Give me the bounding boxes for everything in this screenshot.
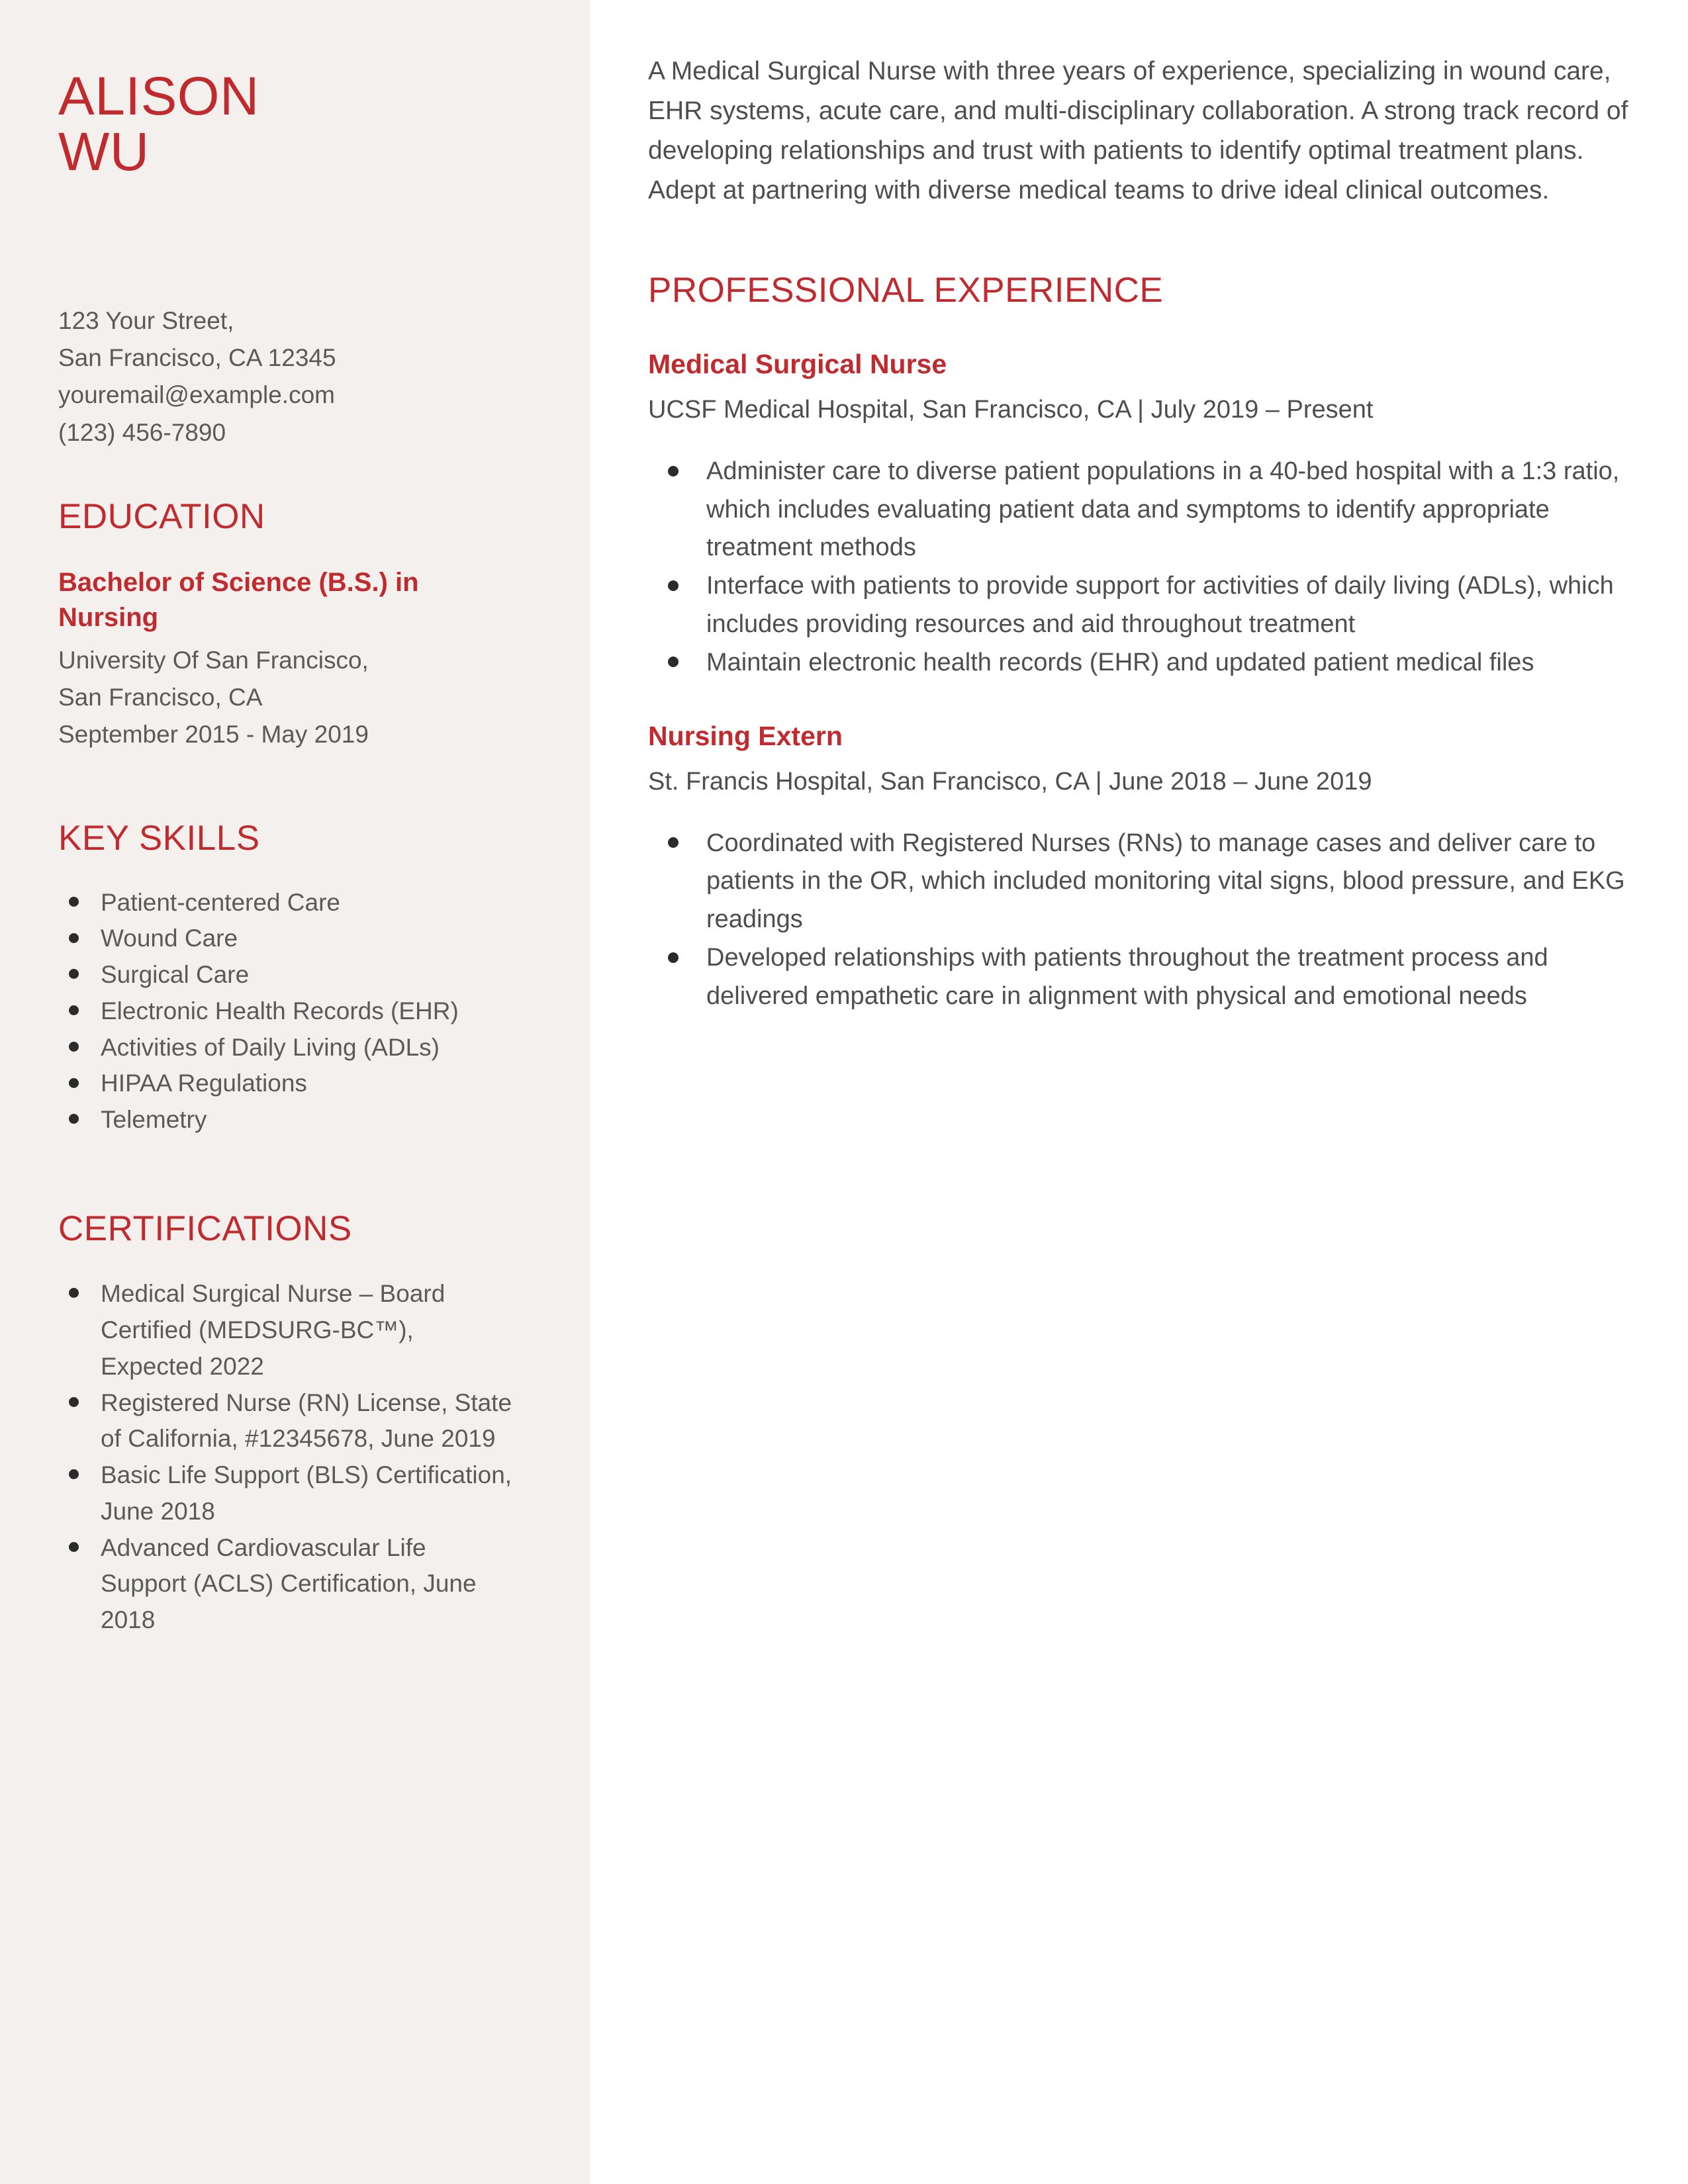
bullet-dot-icon bbox=[69, 1469, 79, 1479]
job-bullet-item bbox=[648, 644, 1631, 682]
job-bullet-list bbox=[648, 453, 1631, 682]
job-bullet-item bbox=[648, 453, 1631, 567]
bullet-dot-icon bbox=[69, 969, 79, 979]
certification-item bbox=[58, 1457, 517, 1530]
key-skill-item-text: Patient-centered Care bbox=[101, 888, 340, 916]
education-dates: September 2015 - May 2019 bbox=[58, 721, 369, 749]
candidate-last-name: WU bbox=[58, 122, 150, 183]
key-skill-item bbox=[58, 1030, 517, 1066]
education-details bbox=[58, 642, 517, 754]
job-bullet-text: Coordinated with Registered Nurses (RNs) to manage cases and deliver care to patients in the OR, which included monitoring vital signs, blood pressure, and EKG readings bbox=[706, 829, 1625, 934]
contact-city-state-zip: San Francisco, CA 12345 bbox=[58, 344, 336, 372]
key-skills-heading: KEY SKILLS bbox=[58, 819, 260, 858]
bullet-dot-icon bbox=[69, 1288, 79, 1298]
experience-list bbox=[648, 348, 1631, 1015]
job-meta: St. Francis Hospital, San Francisco, CA | June 2018 – June 2019 bbox=[648, 767, 1372, 796]
experience-entry bbox=[648, 348, 1631, 682]
job-bullet-item bbox=[648, 939, 1631, 1016]
job-bullet-text: Administer care to diverse patient populations in a 40-bed hospital with a 1:3 ratio, which includes evaluating patient data and symptoms to identify appropriate treatment methods bbox=[706, 457, 1620, 562]
key-skill-item bbox=[58, 1102, 517, 1138]
bullet-dot-icon bbox=[69, 897, 79, 907]
education-heading: EDUCATION bbox=[58, 496, 265, 536]
job-bullet-list bbox=[648, 825, 1631, 1016]
candidate-first-name: ALISON bbox=[58, 66, 259, 126]
candidate-name bbox=[58, 64, 517, 181]
contact-email[interactable]: youremail@example.com bbox=[58, 381, 335, 409]
main-content bbox=[590, 0, 1688, 2184]
bullet-dot-icon bbox=[69, 1114, 79, 1124]
certification-item-text: Medical Surgical Nurse – Board Certified (MEDSURG-BC™), Expected 2022 bbox=[101, 1280, 445, 1380]
key-skill-item-text: Wound Care bbox=[101, 925, 238, 952]
contact-info bbox=[58, 302, 517, 451]
bullet-dot-icon bbox=[69, 1397, 79, 1407]
certifications-list bbox=[58, 1276, 517, 1639]
bullet-dot-icon bbox=[668, 837, 679, 848]
bullet-dot-icon bbox=[69, 1078, 79, 1088]
certification-item bbox=[58, 1530, 517, 1639]
education-location: San Francisco, CA bbox=[58, 683, 263, 711]
key-skill-item bbox=[58, 921, 517, 957]
certification-item bbox=[58, 1276, 517, 1385]
key-skill-item bbox=[58, 957, 517, 993]
certification-item-text: Advanced Cardiovascular Life Support (ACLS) Certification, June 2018 bbox=[101, 1533, 477, 1634]
key-skill-item-text: Electronic Health Records (EHR) bbox=[101, 997, 459, 1024]
certification-item bbox=[58, 1385, 517, 1458]
bullet-dot-icon bbox=[668, 466, 679, 477]
experience-entry bbox=[648, 720, 1631, 1015]
bullet-dot-icon bbox=[69, 1042, 79, 1052]
job-bullet-text: Interface with patients to provide support for activities of daily living (ADLs), which includes providing resources and aid throughout treatment bbox=[706, 572, 1614, 638]
bullet-dot-icon bbox=[668, 580, 679, 591]
job-bullet-item bbox=[648, 567, 1631, 644]
job-title: Medical Surgical Nurse bbox=[648, 349, 947, 380]
education-degree: Bachelor of Science (B.S.) in Nursing bbox=[58, 568, 419, 632]
key-skill-item-text: Telemetry bbox=[101, 1106, 207, 1134]
certification-item-text: Basic Life Support (BLS) Certification, June 2018 bbox=[101, 1461, 512, 1525]
education-school: University Of San Francisco, bbox=[58, 646, 369, 674]
contact-phone[interactable]: (123) 456-7890 bbox=[58, 418, 226, 446]
bullet-dot-icon bbox=[69, 1005, 79, 1015]
key-skill-item-text: Activities of Daily Living (ADLs) bbox=[101, 1033, 440, 1061]
contact-street: 123 Your Street, bbox=[58, 306, 234, 334]
job-title: Nursing Extern bbox=[648, 721, 843, 752]
certification-item-text: Registered Nurse (RN) License, State of California, #12345678, June 2019 bbox=[101, 1388, 512, 1453]
key-skill-item bbox=[58, 993, 517, 1030]
bullet-dot-icon bbox=[668, 952, 679, 963]
job-bullet-item bbox=[648, 825, 1631, 939]
job-meta: UCSF Medical Hospital, San Francisco, CA | July 2019 – Present bbox=[648, 395, 1374, 424]
key-skills-list bbox=[58, 885, 517, 1138]
key-skill-item-text: HIPAA Regulations bbox=[101, 1069, 307, 1097]
job-bullet-text: Developed relationships with patients throughout the treatment process and delivered empathetic care in alignment with physical and emotional needs bbox=[706, 943, 1548, 1010]
sidebar bbox=[0, 0, 590, 2184]
job-bullet-text: Maintain electronic health records (EHR) and updated patient medical files bbox=[706, 648, 1534, 676]
key-skill-item bbox=[58, 1066, 517, 1102]
bullet-dot-icon bbox=[668, 657, 679, 667]
key-skill-item bbox=[58, 885, 517, 921]
professional-experience-heading: PROFESSIONAL EXPERIENCE bbox=[648, 271, 1164, 310]
certifications-heading: CERTIFICATIONS bbox=[58, 1208, 352, 1248]
bullet-dot-icon bbox=[69, 1542, 79, 1552]
bullet-dot-icon bbox=[69, 933, 79, 943]
professional-summary: A Medical Surgical Nurse with three years of experience, specializing in wound care, EHR systems, acute care, and multi-disciplinary collaboration. A strong track record of developing relationships and trust with patients to identify optimal treatment plans. Adept at partnering with diverse medical teams to drive ideal clinical outcomes. bbox=[648, 57, 1628, 205]
key-skill-item-text: Surgical Care bbox=[101, 961, 250, 989]
